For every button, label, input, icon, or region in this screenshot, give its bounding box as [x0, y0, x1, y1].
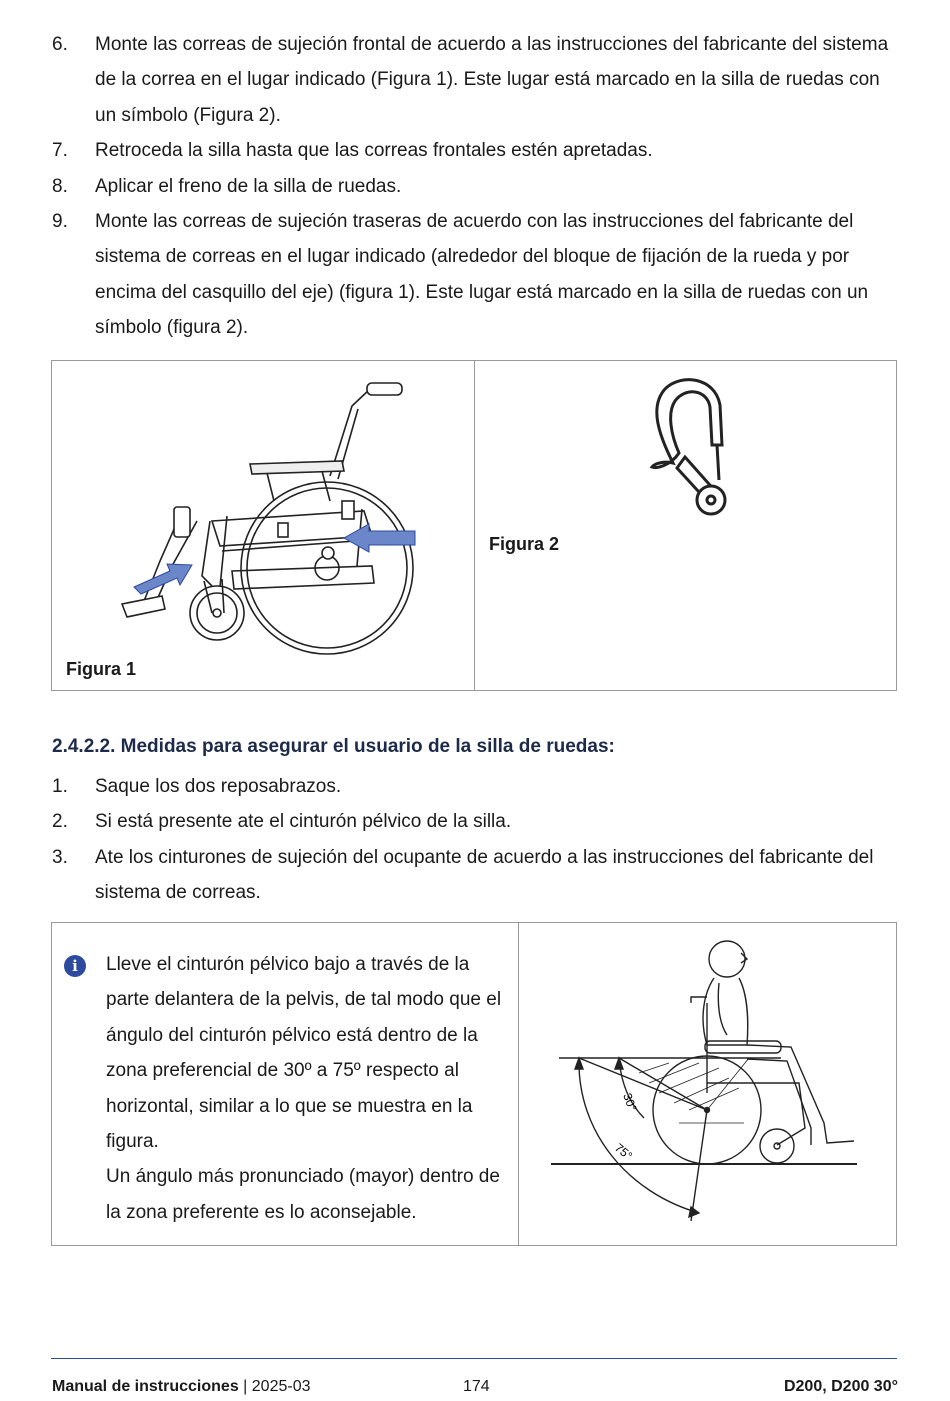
info-paragraph: Un ángulo más pronunciado (mayor) dentro de la zona preferente es lo aconsejable. [106, 1166, 500, 1223]
step-text: Si está presente ate el cinturón pélvico de la silla. [95, 811, 512, 833]
pelvic-belt-angle-diagram [519, 923, 897, 1245]
list-item [52, 204, 902, 346]
step-number: 8. [52, 175, 68, 197]
footer-page-number: 174 [463, 1378, 490, 1395]
angle-30-label: 30° [620, 1091, 640, 1114]
list-item [52, 169, 902, 204]
info-text [106, 947, 510, 1230]
list-item [52, 769, 902, 804]
steps-list-top [52, 27, 902, 346]
figure1-cell [52, 361, 475, 690]
footer-separator: | [238, 1378, 252, 1395]
step-number: 6. [52, 34, 68, 55]
info-icon: i [64, 955, 86, 977]
list-item [52, 27, 902, 133]
figure2-cell [475, 361, 896, 690]
list-item [52, 840, 902, 911]
list-item [52, 804, 902, 839]
footer-model: D200, D200 30° [783, 1378, 898, 1395]
info-paragraph: Lleve el cinturón pélvico bajo a través de la parte delantera de la pelvis, de tal modo que el ángulo del cinturón pélvico está dentro de la zona preferencial de 30º a 75º respecto al horizontal, similar a lo que se muestra en la figura. [106, 954, 502, 1153]
info-table [51, 922, 897, 1246]
pelvic-belt-diagram-cell [519, 923, 896, 1245]
step-text: Ate los cinturones de sujeción del ocupante de acuerdo a las instrucciones del fabricante del sistema de correas. [95, 846, 874, 904]
step-text: Aplicar el freno de la silla de ruedas. [95, 175, 402, 197]
strap-hook-symbol-icon [637, 375, 747, 520]
figures-table [51, 360, 897, 691]
footer-date: 2025-03 [251, 1378, 311, 1395]
step-text: Saque los dos reposabrazos. [95, 776, 342, 797]
section-heading: 2.4.2.2. Medidas para asegurar el usuario de la silla de ruedas: [52, 736, 615, 757]
wheelchair-illustration [52, 361, 472, 661]
figure2-caption: Figura 2 [489, 534, 560, 554]
step-text: Monte las correas de sujeción frontal de acuerdo a las instrucciones del fabricante del sistema de la correa en el lugar indicado (Figura 1). Este lugar está marcado en la silla de ruedas con un símbolo (Figura 2). [95, 34, 889, 126]
front-strap-arrow [134, 564, 192, 594]
step-text: Monte las correas de sujeción traseras de acuerdo con las instrucciones del fabricante del sistema de correas en el lugar indicado (alrededor del bloque de fijación de la rueda y por encima del casquillo del eje) (figura 1). Este lugar está marcado en la silla de ruedas con un símbolo (figura 2). [95, 211, 869, 339]
step-number: 9. [52, 211, 68, 233]
info-text-cell [52, 923, 519, 1245]
step-text: Retroceda la silla hasta que las correas frontales estén apretadas. [95, 140, 653, 162]
step-number: 3. [52, 846, 68, 868]
step-number: 7. [52, 140, 68, 162]
angle-75-label: 75° [612, 1140, 635, 1163]
step-number: 2. [52, 811, 68, 833]
footer-doc-info [52, 1378, 310, 1396]
steps-list-section [52, 769, 902, 911]
footer-rule [51, 1358, 897, 1359]
step-number: 1. [52, 776, 68, 797]
figure1-caption: Figura 1 [66, 659, 137, 679]
list-item [52, 133, 902, 168]
footer-doc-title: Manual de instrucciones [52, 1378, 239, 1395]
